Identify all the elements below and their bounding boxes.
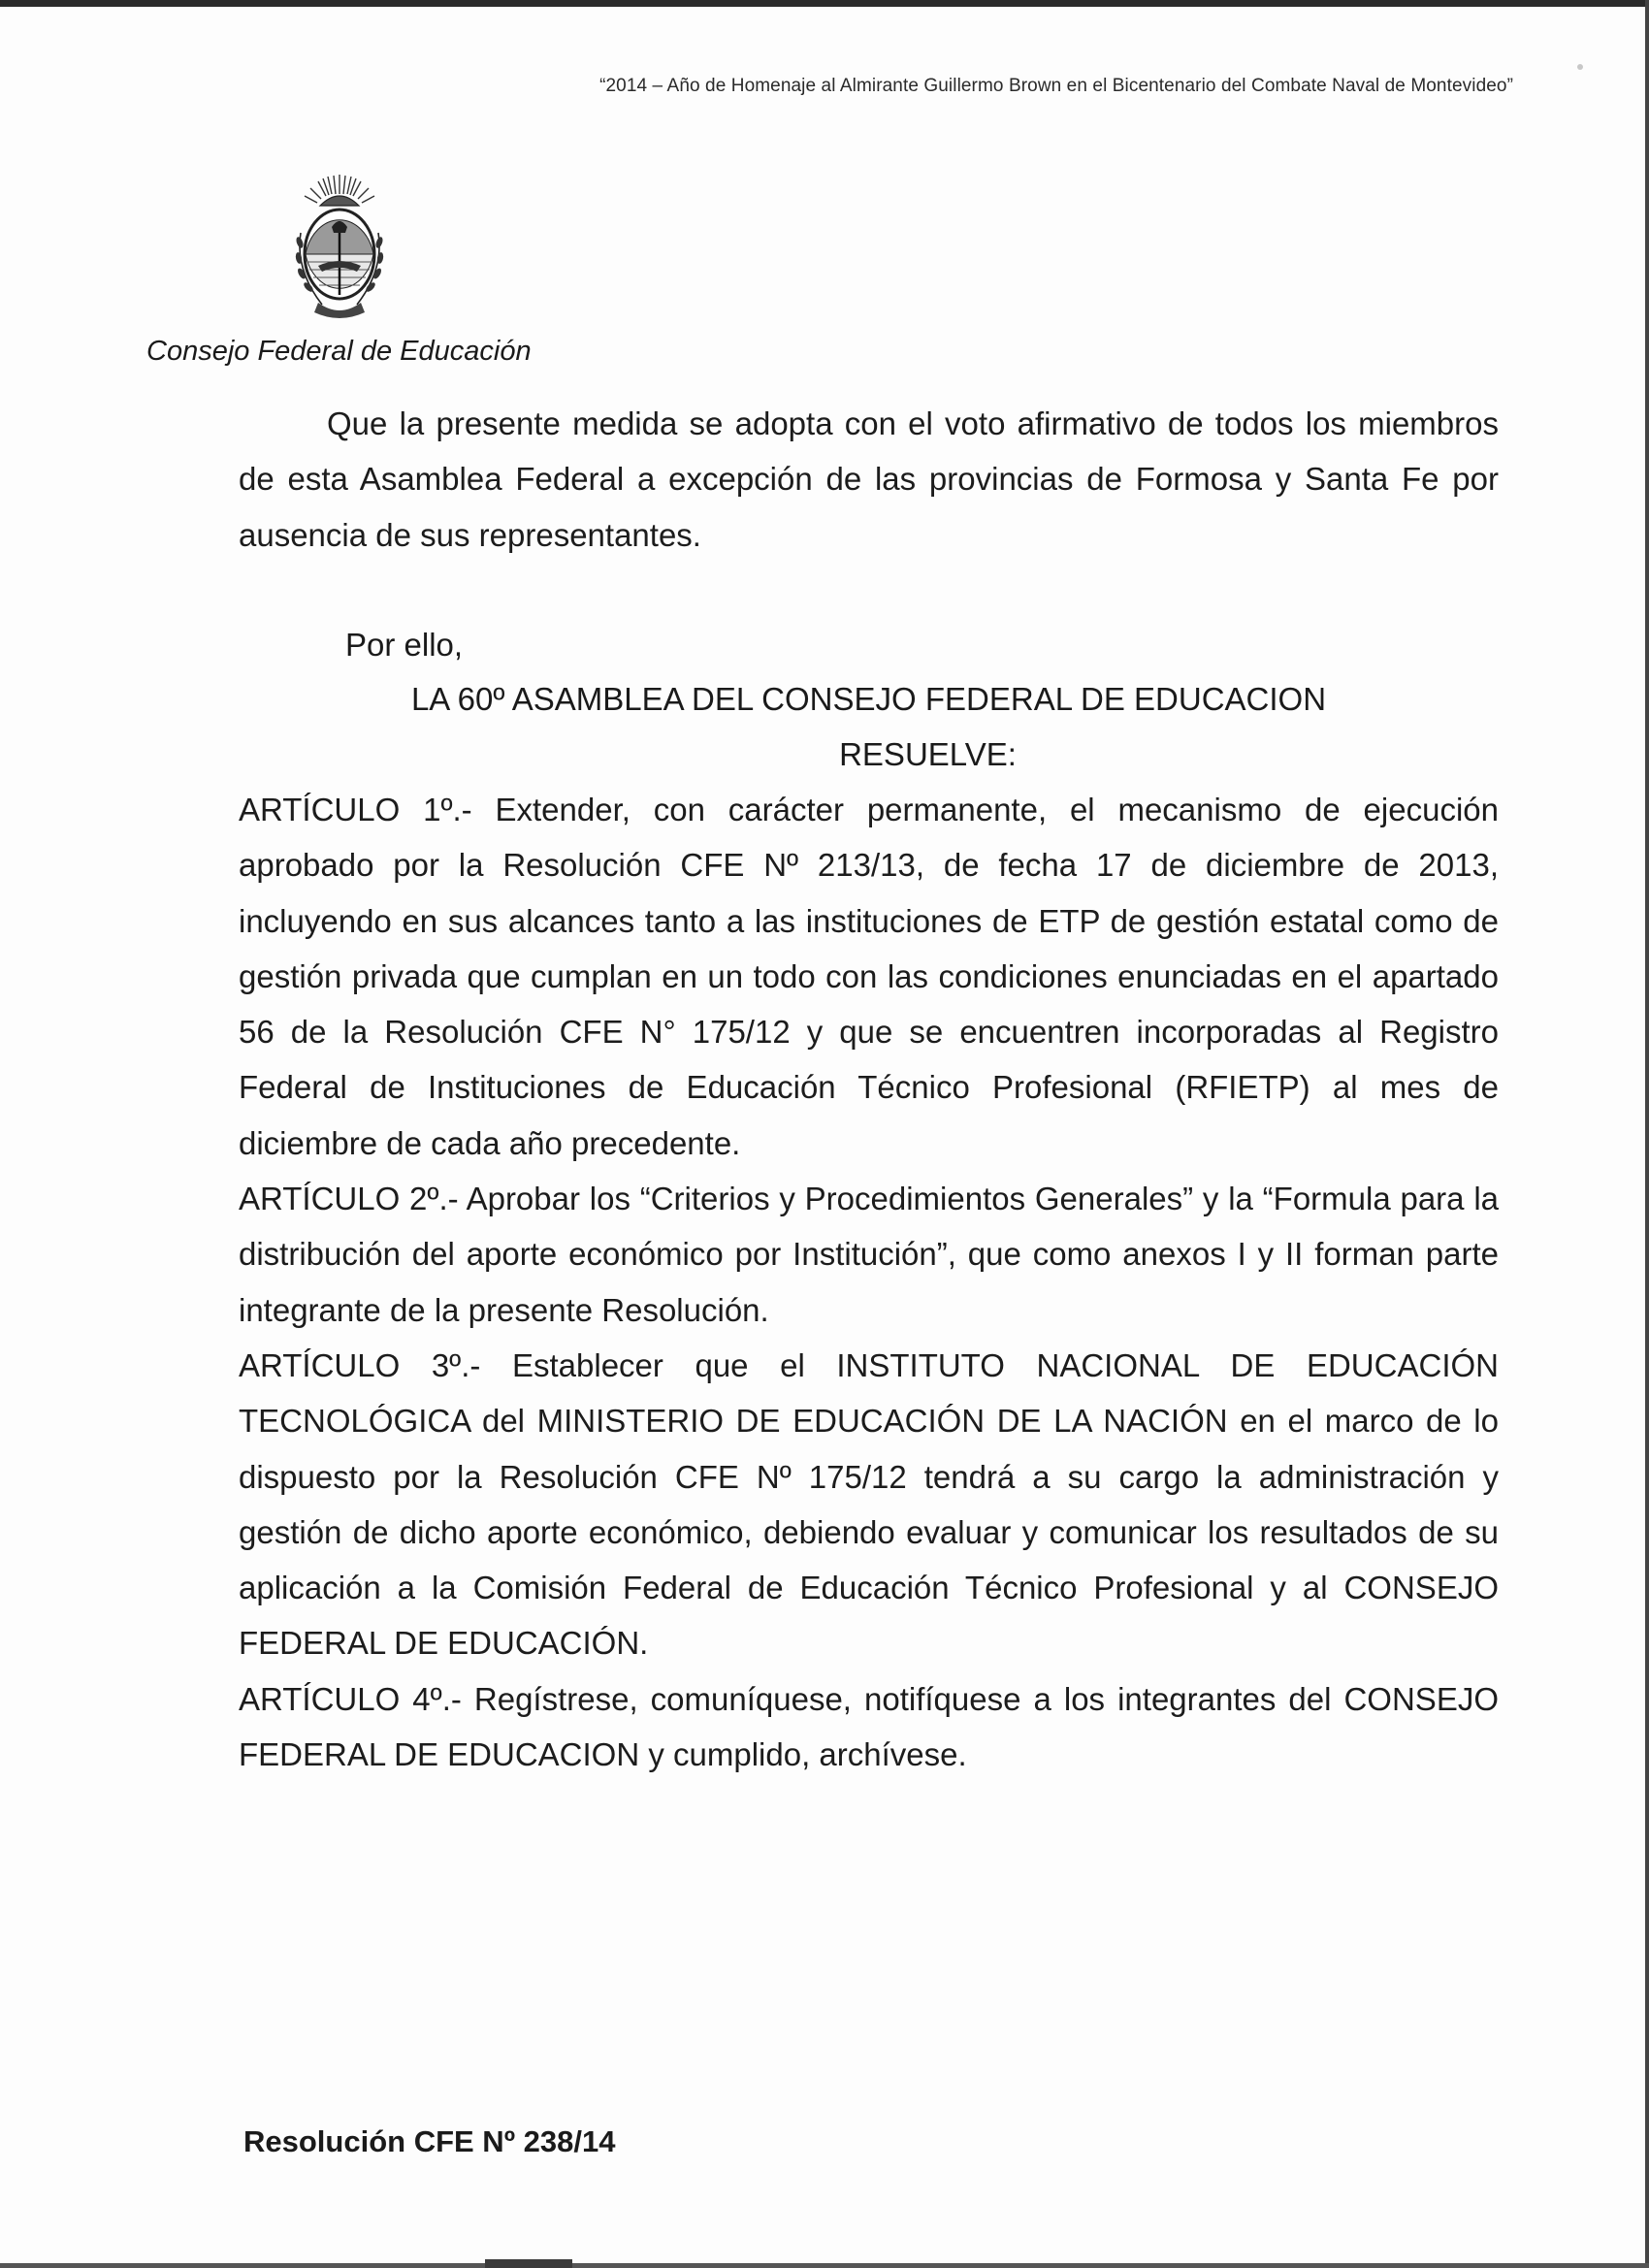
scan-speck xyxy=(1577,64,1583,70)
scan-edge-bottom xyxy=(0,2263,1649,2268)
article-4: ARTÍCULO 4º.- Regístrese, comuníquese, notifíquese a los integrantes del CONSEJO FEDERAL DE EDUCACION y cumplido, archívese. xyxy=(239,1680,1499,1773)
articles-list xyxy=(239,782,1499,1782)
resuelve-heading: RESUELVE: xyxy=(839,736,1017,772)
header-motto: “2014 – Año de Homenaje al Almirante Guillermo Brown en el Bicentenario del Combate Naval de Montevideo” xyxy=(599,76,1513,96)
article-3: ARTÍCULO 3º.- Establecer que el INSTITUTO NACIONAL DE EDUCACIÓN TECNOLÓGICA del MINISTERIO DE EDUCACIÓN DE LA NACIÓN en el marco de lo dispuesto por la Resolución CFE Nº 175/12 tendrá a su cargo la administración y gestión de dicho aporte económico, debiendo evaluar y comunicar los resultados de su aplicación a la Comisión Federal de Educación Técnico Profesional y al CONSEJO FEDERAL DE EDUCACIÓN. xyxy=(239,1346,1499,1662)
organization-name: Consejo Federal de Educación xyxy=(146,336,532,367)
argentina-coat-of-arms-icon xyxy=(279,173,400,322)
por-ello-line: Por ello, xyxy=(345,627,464,663)
resolution-reference: Resolución CFE Nº 238/14 xyxy=(243,2124,616,2158)
article-2: ARTÍCULO 2º.- Aprobar los “Criterios y Procedimientos Generales” y la “Formula para la distribución del aporte económico por Institución”, que como anexos I y II forman parte integrante de la presente Resolución. xyxy=(239,1181,1499,1328)
scan-edge-right xyxy=(1645,0,1649,2268)
scan-edge-top xyxy=(0,0,1649,7)
assembly-title: LA 60º ASAMBLEA DEL CONSEJO FEDERAL DE EDUCACION xyxy=(410,681,1327,717)
intro-paragraph: Que la presente medida se adopta con el voto afirmativo de todos los miembros de esta Asamblea Federal a excepción de las provincias de Formosa y Santa Fe por ausencia de sus representantes. xyxy=(239,405,1499,553)
scan-mark xyxy=(485,2259,572,2268)
article-1: ARTÍCULO 1º.- Extender, con carácter permanente, el mecanismo de ejecución aprobado por la Resolución CFE Nº 213/13, de fecha 17 de diciembre de 2013, incluyendo en sus alcances tanto a las instituciones de ETP de gestión estatal como de gestión privada que cumplan en un todo con las condiciones enunciadas en el apartado 56 de la Resolución CFE N° 175/12 y que se encuentren incorporadas al Registro Federal de Instituciones de Educación Técnico Profesional (RFIETP) al mes de diciembre de cada año precedente. xyxy=(239,792,1499,1161)
